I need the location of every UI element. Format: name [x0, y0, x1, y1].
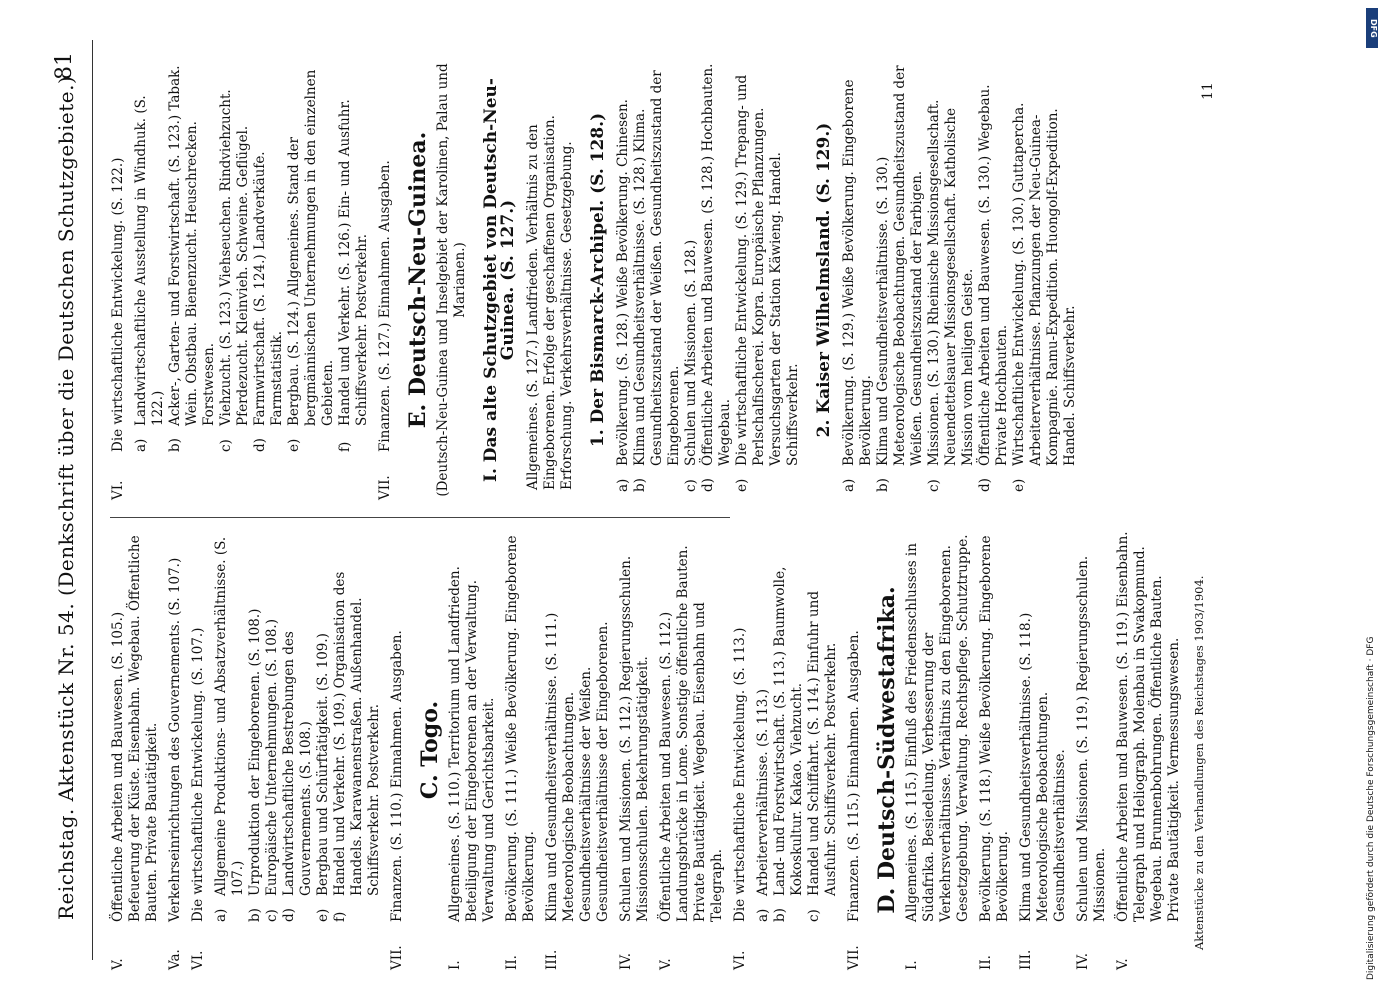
entry-vi [110, 60, 127, 500]
entry-text: Die wirtschaftliche Entwickelung. (S. 107.) [190, 627, 206, 922]
dsw-entry [1075, 530, 1109, 970]
roman-numeral: II. [978, 955, 994, 970]
section-heading-togo: C. Togo. [417, 700, 443, 800]
sub-letter: a) [213, 908, 229, 922]
sub-text: Allgemeine Produktions- und Absatzverhältnisse. (S. 107.) [213, 536, 246, 896]
entry-text: Die wirtschaftliche Entwickelung. (S. 113.) [732, 627, 748, 922]
sub-item [252, 60, 286, 452]
dsw-entry [1115, 530, 1183, 970]
roman-numeral: Va. [167, 949, 183, 970]
sub-item [734, 60, 802, 492]
entry-vii [389, 530, 406, 970]
sub-item [247, 530, 264, 922]
sub-item [700, 60, 734, 492]
entry-vi [190, 530, 207, 970]
sub-item [337, 60, 371, 452]
togo-entry [504, 530, 538, 970]
entry-text: Allgemeines. (S. 110.) Territorium und Landfrieden. Beteiligung der Eingeborenen an der Verwaltung. Verwaltung und Gerichtsbarkeit. [447, 566, 497, 922]
section-heading-dsw: D. Deutsch-Südwestafrika. [874, 586, 900, 914]
roman-numeral: VI. [732, 950, 748, 970]
sub-item [755, 530, 772, 922]
sub-letter: c) [806, 909, 822, 922]
sub-letter: e) [286, 438, 302, 452]
sub-item [332, 530, 383, 922]
entry-text: Allgemeines. (S. 115.) Einfluß des Friedensschlusses in Südafrika. Besiedelung. Verbesserung der Verkehrsverhältnisse. Verhältnis zu den Eingeborenen. Gesetzgebung. Verwaltung. Rechtspflege. Schutztruppe. [904, 534, 971, 922]
right-column [110, 60, 1310, 500]
sub-letter: b) [632, 478, 648, 492]
sub-text: Öffentliche Arbeiten und Bauwesen. (S. 128.) Hochbauten. Wegebau. [700, 63, 733, 466]
dfg-credit: Digitalisierung gefördert durch die Deutsche Forschungsgemeinschaft · DFG [1366, 636, 1376, 980]
entry-text: Finanzen. (S. 115.) Einnahmen. Ausgaben. [846, 630, 862, 922]
entry-text: Verkehrseinrichtungen des Gouvernements. (S. 107.) [167, 557, 183, 922]
roman-numeral: IV. [1075, 952, 1091, 970]
togo-entry [732, 530, 749, 970]
roman-numeral: VI. [110, 480, 126, 500]
roman-numeral: I. [447, 960, 463, 970]
sub-letter: d) [281, 908, 297, 922]
roman-numeral: IV. [618, 952, 634, 970]
sub-letter: a) [133, 438, 149, 452]
sub-item [841, 60, 875, 492]
entry-text: Öffentliche Arbeiten und Bauwesen. (S. 105.) Befeuerung der Küste. Eisenbahn. Wegebau. Öffentliche Bauten. Private Bautätigkeit. [110, 535, 160, 922]
roman-numeral: V. [658, 958, 674, 970]
sub-text: Missionen. (S. 130.) Rheinische Missionsgesellschaft. Neuendettelsauer Missionsgesellschaft. Katholische Mission vom heiligen Geiste. [926, 99, 976, 466]
subsection-heading: I. Das alte Schutzgebiet von Deutsch-Neu-Guinea. (S. 127.) [481, 78, 518, 482]
header-rule [92, 40, 93, 960]
entry-text: Bevölkerung. (S. 111.) Weiße Bevölkerung. Eingeborene Bevölkerung. [504, 535, 537, 922]
entry-text: Allgemeines. (S. 127.) Landfrieden. Verhältnis zu den Eingeborenen. Erfolge der geschaffenen Organisation. Erforschung. Verkehrsverhältnisse. Gesetzgebung. [525, 115, 575, 490]
entry-text: Öffentliche Arbeiten und Bauwesen. (S. 119.) Eisenbahn. Telegraph und Heliograph. Molenbau in Swakopmund. Wegebau. Brunnenbohrungen. Öffentliche Bauten. Private Bautätigkeit. Vermessungswesen. [1115, 531, 1182, 922]
sub-letter: a) [615, 478, 631, 492]
dsw-entry [904, 530, 972, 970]
sub-text: Urproduktion der Eingeborenen. (S. 108.) [247, 608, 263, 896]
sub-letter: e) [734, 478, 750, 492]
sub-text: Handel und Verkehr. (S. 109.) Organisation des Handels. Karawanenstraßen. Außenhandel. Schiffsverkehr. Postverkehr. [332, 571, 382, 896]
roman-numeral: VII. [389, 945, 405, 970]
sub-letter: d) [252, 438, 268, 452]
rotated-page [40, 20, 1330, 980]
sub-text: Klima und Gesundheitsverhältnisse. (S. 130.) Meteorologische Beobachtungen. Gesundheitszustand der Weißen. Gesundheitszustand der Farbigen. [875, 65, 925, 466]
sub-text: Landwirtschaftliche Ausstellung in Windhuk. (S. 122.) [133, 95, 166, 426]
page-number: 81 [52, 52, 77, 80]
sub-letter: d) [977, 478, 993, 492]
roman-numeral: III. [1018, 949, 1034, 970]
sub-item [133, 60, 167, 452]
entry-text: Schulen und Missionen. (S. 112.) Regierungsschulen. Missionsschulen. Bekehrungstätigkeit. [618, 555, 651, 922]
entry-text: Die wirtschaftliche Entwickelung. (S. 122.) [110, 157, 126, 452]
entry-text: Finanzen. (S. 110.) Einnahmen. Ausgaben. [389, 630, 405, 922]
subsection-heading-bismarck: 1. Der Bismarck-Archipel. (S. 128.) [588, 112, 608, 448]
dsw-entry [1018, 530, 1069, 970]
sub-text: Farmwirtschaft. (S. 124.) Landverkäufe. Farmstatistik. [252, 151, 285, 426]
sub-text: Klima und Gesundheitsverhältnisse. (S. 128.) Klima. Gesundheitszustand der Weißen. Gesundheitszustand der Eingeborenen. [632, 70, 682, 466]
roman-numeral: VII. [846, 945, 862, 970]
entry-text: Finanzen. (S. 127.) Einnahmen. Ausgaben. [377, 160, 393, 452]
sub-text: Bergbau. (S. 124.) Allgemeines. Stand der bergmännischen Unternehmungen in den einzelnen Gebieten. [286, 69, 336, 426]
roman-numeral: VII. [377, 475, 393, 500]
sub-letter: d) [700, 478, 716, 492]
sub-text: Arbeiterverhältnisse. (S. 113.) [755, 689, 771, 896]
sub-item [213, 530, 247, 922]
sub-item [286, 60, 337, 452]
sub-letter: b) [772, 908, 788, 922]
togo-entry [658, 530, 726, 970]
roman-numeral: VI. [190, 950, 206, 970]
entry-va [167, 530, 184, 970]
header-title: Reichstag. Aktenstück Nr. 54. (Denkschrift über die Deutschen Schutzgebiete.) [54, 75, 78, 920]
sub-letter: b) [167, 438, 183, 452]
togo-entry-vii [846, 530, 863, 970]
sub-letter: a) [755, 908, 771, 922]
entry-text: Klima und Gesundheitsverhältnisse. (S. 111.) Meteorologische Beobachtungen. Gesundheitsverhältnisse der Weißen. Gesundheitsverhältnisse der Eingeborenen. [544, 612, 611, 922]
sub-item [615, 60, 632, 492]
sub-item [315, 530, 332, 922]
entry-v [110, 530, 161, 970]
entry-text: Klima und Gesundheitsverhältnisse. (S. 118.) Meteorologische Beobachtungen. Gesundheitsverhältnisse. [1018, 612, 1068, 922]
sub-text: Acker-, Garten- und Forstwirtschaft. (S. 123.) Tabak. Wein. Obstbau. Bienenzucht. Heuschrecken. Forstwesen. [167, 65, 217, 426]
sub-letter: f) [332, 911, 348, 922]
sub-item [264, 530, 281, 922]
sub-letter: e) [1011, 478, 1027, 492]
dfg-logo: DFG [1366, 8, 1378, 48]
sub-text: Wirtschaftliche Entwickelung. (S. 130.) Guttapercha. Arbeiterverhältnisse. Pflanzungen der Neu-Guinea-Kompagnie. Ramu-Expedition. Huongolf-Expedition. Handel. Schiffsverkehr. [1011, 102, 1078, 466]
roman-numeral: V. [1115, 958, 1131, 970]
sub-text: Schulen und Missionen. (S. 128.) [683, 239, 699, 466]
entry-text: Schulen und Missionen. (S. 119.) Regierungsschulen. Missionen. [1075, 555, 1108, 922]
sub-item [772, 530, 806, 922]
sub-letter: a) [841, 478, 857, 492]
sub-text: Handel und Schiffahrt. (S. 114.) Einfuhr und Ausfuhr. Schiffsverkehr. Postverkehr. [806, 591, 839, 896]
entry-vii [377, 60, 394, 500]
sub-letter: c) [264, 909, 280, 922]
sub-item [632, 60, 683, 492]
togo-entry [618, 530, 652, 970]
sub-text: Bergbau und Schürftätigkeit. (S. 109.) [315, 633, 331, 896]
subsection-heading-kwl: 2. Kaiser Wilhelmsland. (S. 129.) [814, 122, 834, 438]
column-rule [110, 517, 730, 518]
roman-numeral: I. [904, 960, 920, 970]
sub-text: Landwirtschaftliche Bestrebungen des Gouvernements. (S. 108.) [281, 631, 314, 896]
sub-text: Viehzucht. (S. 123.) Viehseuchen. Rindviehzucht. Pferdezucht. Kleinvieh. Schweine. Geflügel. [218, 89, 251, 426]
section-intro: (Deutsch-Neu-Guinea und Inselgebiet der Karolinen, Palau und Marianen.) [435, 63, 468, 497]
sub-text: Europäische Unternehmungen. (S. 108.) [264, 619, 280, 896]
sub-text: Öffentliche Arbeiten und Bauwesen. (S. 130.) Wegebau. Private Hochbauten. [977, 84, 1010, 466]
sub-text: Handel und Verkehr. (S. 126.) Ein- und Ausfuhr. Schiffsverkehr. Postverkehr. [337, 99, 370, 426]
sub-item [1011, 60, 1079, 492]
sub-item [281, 530, 315, 922]
sub-letter: b) [875, 478, 891, 492]
signature-number: 11 [1200, 82, 1216, 100]
sub-letter: f) [337, 441, 353, 452]
roman-numeral: II. [504, 955, 520, 970]
footnote: Aktenstücke zu den Verhandlungen des Reichstages 1903/1904. [1192, 575, 1206, 950]
sub-item [218, 60, 252, 452]
page-header [40, 20, 100, 980]
left-column [110, 530, 1310, 970]
sub-item [875, 60, 926, 492]
sub-item [167, 60, 218, 452]
sub-item [977, 60, 1011, 492]
roman-numeral: III. [544, 949, 560, 970]
togo-entry [544, 530, 612, 970]
sub-letter: c) [926, 479, 942, 492]
sub-text: Bevölkerung. (S. 128.) Weiße Bevölkerung. Chinesen. [615, 99, 631, 466]
section-heading-dng: E. Deutsch-Neu-Guinea. [405, 131, 431, 429]
dsw-entry [978, 530, 1012, 970]
sub-item [926, 60, 977, 492]
sub-text: Die wirtschaftliche Entwickelung. (S. 129.) Trepang- und Perlschalfischerei. Kopra. Europäische Pflanzungen. Versuchsgarten der Station Käwieng. Handel. Schiffsverkehr. [734, 74, 801, 466]
sub-letter: c) [218, 439, 234, 452]
sub-letter: b) [247, 908, 263, 922]
sub-item [806, 530, 840, 922]
sub-text: Bevölkerung. (S. 129.) Weiße Bevölkerung. Eingeborene Bevölkerung. [841, 79, 874, 466]
sub-letter: e) [315, 908, 331, 922]
entry-text: Öffentliche Arbeiten und Bauwesen. (S. 112.) Landungsbrücke in Lome. Sonstige öffentliche Bauten. Private Bautätigkeit. Wegebau. Eisenbahn und Telegraph. [658, 545, 725, 922]
entry-text: Bevölkerung. (S. 118.) Weiße Bevölkerung. Eingeborene Bevölkerung. [978, 535, 1011, 922]
sub-item [683, 60, 700, 492]
sub-text: Land- und Forstwirtschaft. (S. 113.) Baumwolle, Kokoskultur. Kakao. Viehzucht. [772, 566, 805, 896]
allgemeines [525, 60, 576, 500]
roman-numeral: V. [110, 958, 126, 970]
togo-entry [447, 530, 498, 970]
sub-letter: c) [683, 479, 699, 492]
